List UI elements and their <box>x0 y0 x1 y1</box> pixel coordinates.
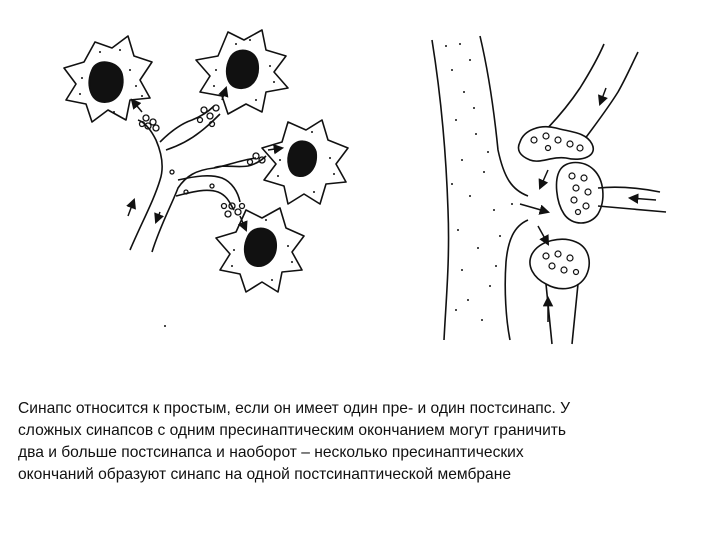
neuron-cell-2 <box>196 30 288 114</box>
presynaptic-terminal-3 <box>530 239 589 344</box>
caption-text <box>18 398 708 486</box>
neuron-cell-4 <box>216 208 304 292</box>
presynaptic-terminal-1 <box>518 44 638 161</box>
dendrite-trunk <box>432 36 528 340</box>
neuron-cell-3 <box>262 120 348 204</box>
presynaptic-terminal-2 <box>557 163 666 224</box>
nucleus-1 <box>89 62 123 102</box>
caption-line-1: Синапс относится к простым, если он имеет один пре- и один постсинапс. У <box>18 400 571 417</box>
nucleus-4 <box>245 228 276 266</box>
simple-synapses-drawing <box>64 30 348 327</box>
nucleus-3 <box>288 141 316 176</box>
caption-line-3: два и больше постсинапса и наоборот – несколько пресинаптических <box>18 444 524 461</box>
synaptic-boutons <box>140 105 266 217</box>
complex-synapses-drawing <box>432 36 666 344</box>
caption-line-4: окончаний образуют синапс на одной постсинаптической мембране <box>18 466 511 483</box>
nucleus-2 <box>227 50 259 88</box>
caption-line-2: сложных синапсов с одним пресинаптическим окончанием могут граничить <box>18 422 567 439</box>
